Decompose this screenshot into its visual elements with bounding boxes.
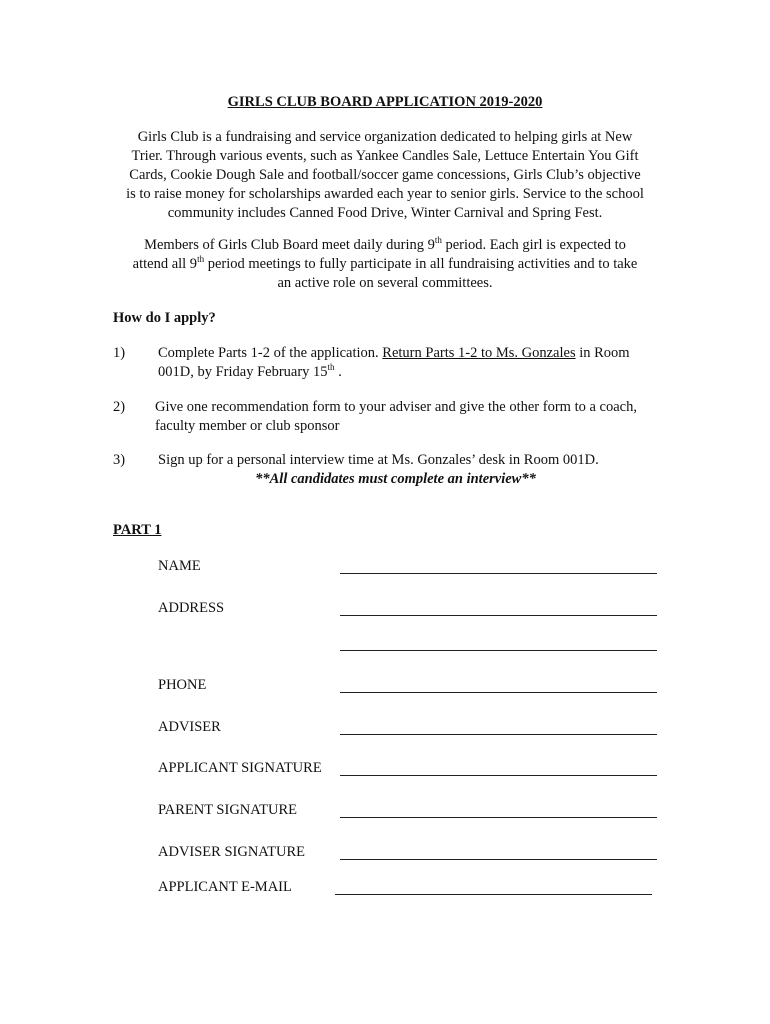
members-line-2: attend all 9th period meetings to fully participate in all fundraising activities and to take bbox=[132, 254, 638, 272]
members-paragraph bbox=[110, 236, 660, 293]
page-title: GIRLS CLUB BOARD APPLICATION 2019-2020 bbox=[227, 94, 543, 110]
address-line[interactable] bbox=[340, 615, 657, 616]
step-number: 2) bbox=[113, 399, 126, 415]
field-label: NAME bbox=[158, 558, 201, 574]
step-body: Complete Parts 1-2 of the application. Return Parts 1-2 to Ms. Gonzales in Room 001D, by Friday February 15th . bbox=[158, 345, 630, 380]
phone-field[interactable] bbox=[158, 677, 658, 699]
applicant-email-field[interactable] bbox=[158, 879, 658, 901]
field-label: ADVISER bbox=[158, 719, 221, 735]
field-label: APPLICANT SIGNATURE bbox=[158, 760, 322, 776]
phone-line[interactable] bbox=[340, 692, 657, 693]
interview-requirement: **All candidates must complete an interview** bbox=[255, 471, 536, 487]
adviser-signature-field[interactable] bbox=[158, 844, 658, 866]
parent-signature-line[interactable] bbox=[340, 817, 657, 818]
address-line-2[interactable] bbox=[340, 650, 657, 651]
address-field[interactable] bbox=[158, 600, 658, 622]
parent-signature-field[interactable] bbox=[158, 802, 658, 824]
intro-line: Trier. Through various events, such as Yankee Candles Sale, Lettuce Entertain You Gift bbox=[131, 148, 639, 164]
applicant-email-line[interactable] bbox=[335, 894, 652, 895]
applicant-signature-field[interactable] bbox=[158, 760, 658, 782]
intro-line: Girls Club is a fundraising and service organization dedicated to helping girls at New bbox=[137, 129, 633, 145]
field-label: PARENT SIGNATURE bbox=[158, 802, 297, 818]
members-line-3: an active role on several committees. bbox=[277, 275, 493, 291]
step-body: Give one recommendation form to your adviser and give the other form to a coach, faculty member or club sponsor bbox=[155, 399, 637, 434]
intro-line: Cards, Cookie Dough Sale and football/soccer game concessions, Girls Club’s objective bbox=[129, 167, 641, 183]
field-label: ADVISER SIGNATURE bbox=[158, 844, 306, 860]
intro-paragraph bbox=[110, 128, 660, 223]
adviser-line[interactable] bbox=[340, 734, 657, 735]
intro-line: is to raise money for scholarships awarded each year to senior girls. Service to the school bbox=[126, 186, 644, 202]
field-label: PHONE bbox=[158, 677, 207, 693]
part-1-heading: PART 1 bbox=[113, 522, 162, 538]
how-to-apply-heading: How do I apply? bbox=[113, 310, 216, 326]
field-label: ADDRESS bbox=[158, 600, 225, 616]
applicant-signature-line[interactable] bbox=[340, 775, 657, 776]
step-number: 3) bbox=[113, 452, 126, 468]
field-label: APPLICANT E-MAIL bbox=[158, 879, 292, 895]
return-instruction: Return Parts 1-2 to Ms. Gonzales bbox=[382, 345, 576, 361]
name-field[interactable] bbox=[158, 558, 658, 580]
intro-line: community includes Canned Food Drive, Winter Carnival and Spring Fest. bbox=[167, 205, 603, 221]
step-body: Sign up for a personal interview time at Ms. Gonzales’ desk in Room 001D. **All candidates must complete an interview** bbox=[158, 451, 678, 489]
name-line[interactable] bbox=[340, 573, 657, 574]
members-line-1: Members of Girls Club Board meet daily during 9th period. Each girl is expected to bbox=[144, 235, 626, 253]
step-number: 1) bbox=[113, 345, 126, 361]
adviser-field[interactable] bbox=[158, 719, 658, 741]
adviser-signature-line[interactable] bbox=[340, 859, 657, 860]
